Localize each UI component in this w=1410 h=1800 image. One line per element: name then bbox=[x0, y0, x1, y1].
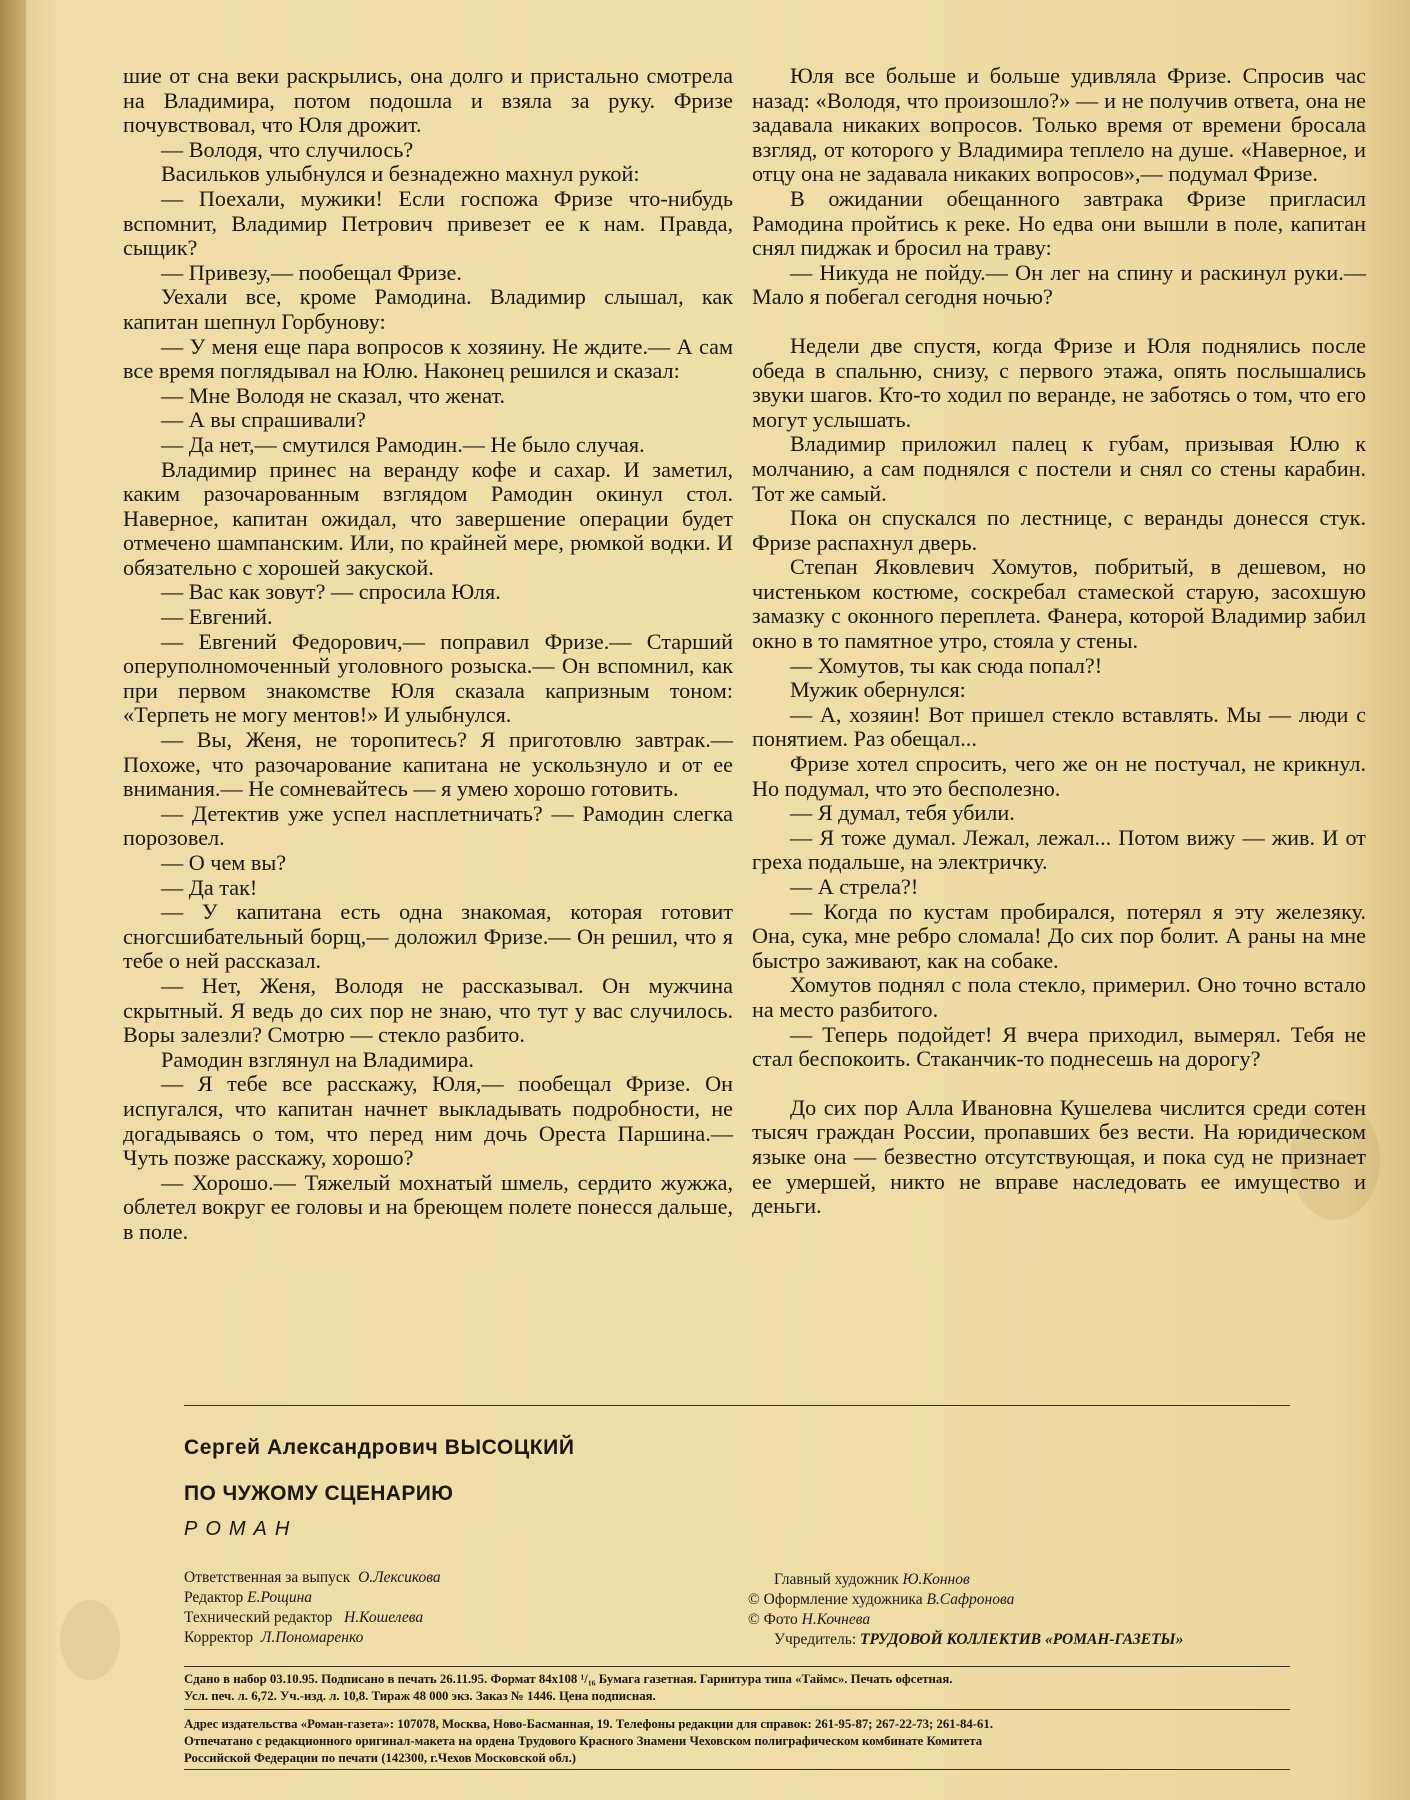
paragraph: — Мне Володя не сказал, что женат. bbox=[161, 382, 506, 408]
paragraph: Пока он спускался по лестнице, с веранды донесся стук. Фризе распахнул дверь. bbox=[752, 505, 1366, 555]
paragraph: — Нет, Женя, Володя не рассказывал. Он мужчина скрытный. Я ведь до сих пор не знаю, что тут у вас случилось. Воры залезли? Смотрю — стекло разбито. bbox=[123, 972, 733, 1048]
credit-name: Н.Кочнева bbox=[801, 1611, 871, 1628]
credit-row bbox=[184, 1588, 441, 1608]
paragraph: — У меня еще пара вопросов к хозяину. Не ждите.— А сам все время поглядывал на Юлю. Наконец решился и сказал: bbox=[123, 333, 733, 384]
imprint-rule-1 bbox=[184, 1666, 1290, 1667]
credits-right bbox=[748, 1570, 1183, 1650]
left-text-column bbox=[123, 64, 733, 1245]
book-spine-edge bbox=[0, 0, 26, 1800]
imprint-line: Российской Федерации по печати (142300, г.Чехов Московской обл.) bbox=[184, 1751, 577, 1765]
right-text-column bbox=[752, 64, 1366, 1219]
paragraph: — Я тоже думал. Лежал, лежал... Потом вижу — жив. И от греха подальше, на электричку. bbox=[752, 824, 1366, 875]
paragraph: — Детектив уже успел насплетничать? — Рамодин слегка порозовел. bbox=[123, 800, 733, 851]
credit-name: Е.Рощина bbox=[247, 1589, 313, 1606]
paragraph: — Хорошо.— Тяжелый мохнатый шмель, сердито жужжа, облетел вокруг ее головы и на бреющем полете понесся дальше, в поле. bbox=[123, 1169, 733, 1244]
paragraph: — Вы, Женя, не торопитесь? Я приготовлю завтрак.— Похоже, что разочарование капитана не ускользнуло и от ее внимания.— Не сомневайтесь — я умею хорошо готовить. bbox=[123, 727, 733, 802]
credit-role: © Оформление художника bbox=[748, 1591, 923, 1608]
book-author: Сергей Александрович ВЫСОЦКИЙ bbox=[184, 1436, 575, 1459]
book-genre: РОМАН bbox=[184, 1518, 298, 1540]
credit-name: О.Лексикова bbox=[358, 1569, 441, 1586]
paragraph: — Никуда не пойду.— Он лег на спину и раскинул руки.— Мало я побегал сегодня ночью? bbox=[752, 259, 1366, 310]
credit-name: Ю.Коннов bbox=[902, 1571, 970, 1588]
credit-name: В.Сафронова bbox=[926, 1591, 1015, 1608]
credit-role: Ответственная за выпуск bbox=[184, 1569, 351, 1586]
paragraph: — Я думал, тебя убили. bbox=[790, 800, 1015, 826]
paragraph: — Теперь подойдет! Я вчера приходил, вымерял. Тебя не стал беспокоить. Стаканчик-то поднесешь на дорогу? bbox=[752, 1021, 1366, 1072]
paragraph: Юля все больше и больше удивляла Фризе. Спросив час назад: «Володя, что произошло?» — и не получив ответа, она не задавала никаких вопросов. Только время от времени бросала взгляд, от которого у Владимира теплело на душе. «Наверное, и отцу она не задавала никаких вопросов»,— подумал Фризе. bbox=[752, 63, 1366, 187]
paragraph: шие от сна веки раскрылись, она долго и пристально смотрела на Владимира, потом подошла и взяла за руку. Фризе почувствовал, что Юля дрожит. bbox=[123, 63, 733, 138]
paragraph: — Евгений Федорович,— поправил Фризе.— Старший оперуполномоченный уголовного розыска.— Он вспомнил, как при первом знакомстве Юля сказала капризным тоном: «Терпеть не могу ментов!» И улыбнулся. bbox=[123, 628, 733, 728]
credit-row bbox=[748, 1570, 1183, 1590]
credits-left bbox=[184, 1568, 441, 1648]
book-title: ПО ЧУЖОМУ СЦЕНАРИЮ bbox=[184, 1482, 454, 1505]
imprint-print-details bbox=[184, 1671, 1284, 1705]
paragraph: — Я тебе все расскажу, Юля,— пообещал Фризе. Он испугался, что капитан начнет выкладывать подробности, не догадываясь о том, что перед ним дочь Ореста Паршина.— Чуть позже расскажу, хорошо? bbox=[123, 1071, 733, 1171]
credit-row bbox=[184, 1628, 441, 1648]
credit-row bbox=[748, 1610, 1183, 1630]
paragraph: — Да нет,— смутился Рамодин.— Не было случая. bbox=[161, 431, 645, 457]
paragraph: — Да так! bbox=[161, 874, 258, 900]
imprint-rule-2 bbox=[184, 1709, 1290, 1710]
paragraph: — Поехали, мужики! Если госпожа Фризе что-нибудь вспомнит, Владимир Петрович привезет ее к нам. Правда, сыщик? bbox=[123, 185, 733, 261]
credit-role: Главный художник bbox=[774, 1571, 899, 1588]
imprint-line: Адрес издательства «Роман-газета»: 107078, Москва, Ново-Басманная, 19. Телефоны редакции для справок: 261-95-87; 267-22-73; 261-84-61. bbox=[184, 1717, 994, 1731]
paragraph: Рамодин взглянул на Владимира. bbox=[161, 1046, 474, 1072]
paragraph: — У капитана есть одна знакомая, которая готовит сногсшибательный борщ,— доложил Фризе.— Он решил, что я тебе о ней рассказал. bbox=[123, 899, 733, 974]
credit-role: Корректор bbox=[184, 1629, 254, 1646]
paragraph: — О чем вы? bbox=[161, 850, 287, 875]
paragraph: До сих пор Алла Ивановна Кушелева числится среди сотен тысяч граждан России, пропавших без вести. На юридическом языке она — безвестно отсутствующая, и пока суд не признает ее умершей, никто не вправе наследовать ее имущество и деньги. bbox=[752, 1094, 1366, 1219]
credit-row bbox=[748, 1630, 1183, 1650]
paragraph: Мужик обернулся: bbox=[790, 677, 966, 703]
paper-stain bbox=[60, 1600, 120, 1680]
credit-row bbox=[748, 1590, 1183, 1610]
paragraph: — Вас как зовут? — спросила Юля. bbox=[161, 579, 501, 605]
paragraph: Васильков улыбнулся и безнадежно махнул рукой: bbox=[161, 161, 640, 187]
paragraph: Недели две спустя, когда Фризе и Юля поднялись после обеда в спальню, снизу, с первого этажа, опять послышались звуки шагов. Кто-то ходил по веранде, не заботясь о том, что его могут услышать. bbox=[752, 332, 1366, 432]
credit-row bbox=[184, 1608, 441, 1628]
imprint-publisher-details bbox=[184, 1716, 1284, 1767]
paragraph: Фризе хотел спросить, чего же он не постучал, не крикнул. Но подумал, что это бесполезно. bbox=[752, 751, 1366, 801]
paragraph: Владимир приложил палец к губам, призывая Юлю к молчанию, а сам поднялся с постели и снял со стены карабин. Тот же самый. bbox=[752, 431, 1366, 506]
paragraph: — Когда по кустам пробирался, потерял я эту железяку. Она, сука, мне ребро сломала! До сих пор болит. А раны на мне быстро заживают, как на собаке. bbox=[752, 898, 1366, 973]
paragraph: — Привезу,— пообещал Фризе. bbox=[161, 259, 462, 285]
credit-name: ТРУДОВОЙ КОЛЛЕКТИВ «РОМАН-ГАЗЕТЫ» bbox=[860, 1631, 1184, 1648]
paragraph: Владимир принес на веранду кофе и сахар. И заметил, каким разочарованным взглядом Рамодин окинул стол. Наверное, капитан ожидал, что завершение операции будет отмечено шампанским. Или, по крайней мере, рюмкой водки. И обязательно с хорошей закуской. bbox=[123, 456, 733, 580]
paragraph: — А, хозяин! Вот пришел стекло вставлять. Мы — люди с понятием. Раз обещал... bbox=[752, 701, 1366, 752]
credit-role: Технический редактор bbox=[184, 1609, 333, 1626]
paragraph: Хомутов поднял с пола стекло, примерил. Оно точно встало на место разбитого. bbox=[752, 972, 1366, 1022]
credit-role: Редактор bbox=[184, 1589, 244, 1606]
paragraph: — Хомутов, ты как сюда попал?! bbox=[790, 652, 1103, 678]
paragraph: — А вы спрашивали? bbox=[161, 407, 366, 433]
credit-name: Н.Кошелева bbox=[344, 1609, 424, 1626]
imprint-line: Отпечатано с редакционного оригинал-макета на ордена Трудового Красного Знамени Чеховском полиграфическом комбинате Комитета bbox=[184, 1734, 983, 1748]
imprint-line: Сдано в набор 03.10.95. Подписано в печать 26.11.95. Формат 84х108 ¹/₁₆ Бумага газетная. Гарнитура типа «Таймс». Печать офсетная. bbox=[184, 1672, 953, 1686]
credit-row bbox=[184, 1568, 441, 1588]
credit-name: Л.Пономаренко bbox=[260, 1629, 364, 1646]
paragraph: Уехали все, кроме Рамодина. Владимир слышал, как капитан шепнул Горбунову: bbox=[123, 284, 733, 334]
paragraph: В ожидании обещанного завтрака Фризе пригласил Рамодина пройтись к реке. Но едва они вышли в поле, капитан снял пиджак и бросил на траву: bbox=[752, 185, 1366, 261]
paragraph: — Володя, что случилось? bbox=[161, 136, 414, 162]
paragraph: — Евгений. bbox=[161, 604, 273, 630]
colophon-top-rule bbox=[184, 1405, 1290, 1406]
imprint-line: Усл. печ. л. 6,72. Уч.-изд. л. 10,8. Тираж 48 000 экз. Заказ № 1446. Цена подписная. bbox=[184, 1689, 656, 1703]
imprint-rule-3 bbox=[184, 1769, 1290, 1770]
paragraph: — А стрела?! bbox=[790, 874, 919, 899]
credit-role: Учредитель: bbox=[774, 1631, 857, 1648]
paragraph: Степан Яковлевич Хомутов, побритый, в дешевом, но чистеньком костюме, соскребал стамеской старую, засохшую замазку с оконного переплета. Фанера, которой Владимир забил окно в то памятное утро, стояла у стены. bbox=[752, 554, 1366, 654]
credit-role: © Фото bbox=[748, 1611, 798, 1628]
